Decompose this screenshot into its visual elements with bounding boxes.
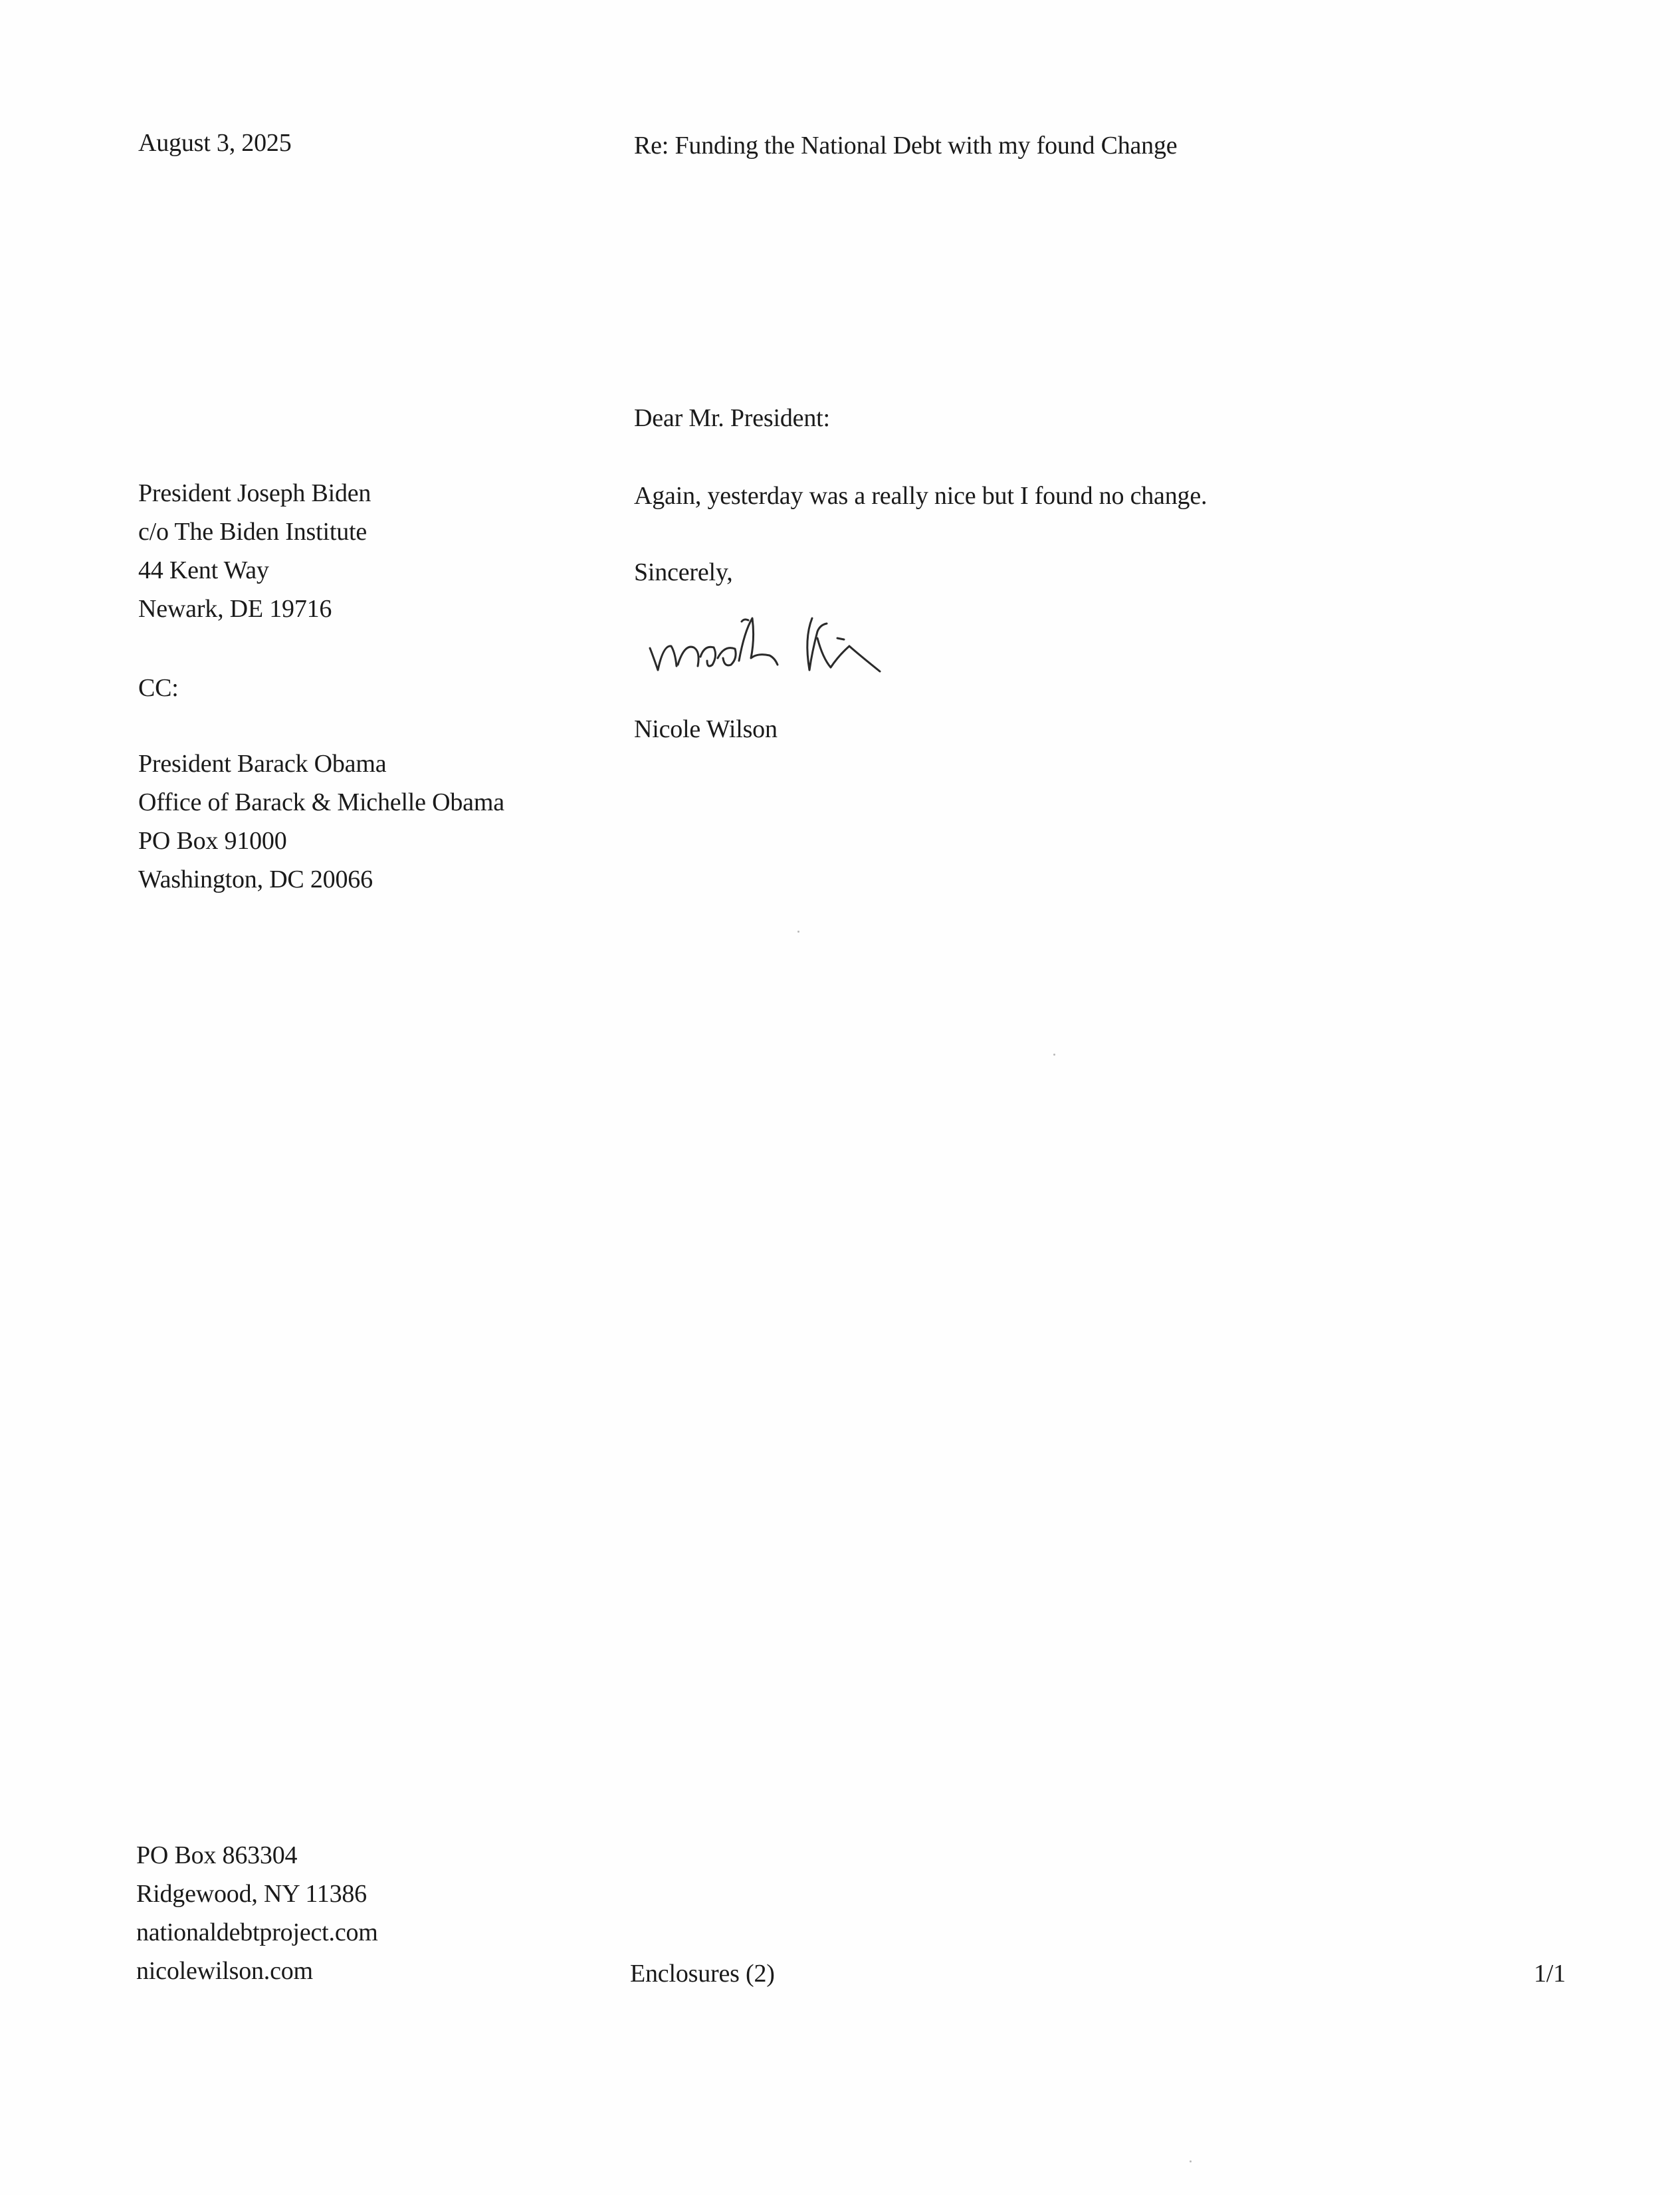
cc-recipient-line: Office of Barack & Michelle Obama [138,788,504,816]
return-address-line: Ridgewood, NY 11386 [136,1880,367,1908]
cc-recipient-line: President Barack Obama [138,750,387,778]
letter-date: August 3, 2025 [138,129,292,157]
recipient-line: Newark, DE 19716 [138,595,332,623]
cc-recipient-line: Washington, DC 20066 [138,866,373,893]
cc-label: CC: [138,674,179,702]
signer-name: Nicole Wilson [634,715,778,743]
recipient-line: 44 Kent Way [138,556,269,584]
letter-subject: Re: Funding the National Debt with my found Change [634,132,1178,160]
letter-body: Again, yesterday was a really nice but I found no change. [634,482,1208,510]
page-number: 1/1 [1534,1960,1566,1988]
recipient-address [138,474,371,628]
enclosures-note: Enclosures (2) [630,1960,775,1988]
closing: Sincerely, [634,558,733,586]
scan-speck [1190,2160,1192,2162]
cc-recipient-address [138,745,504,899]
salutation: Dear Mr. President: [634,404,830,432]
recipient-line: c/o The Biden Institute [138,518,368,546]
cc-recipient-line: PO Box 91000 [138,827,287,855]
return-address [136,1836,378,1990]
return-address-line: PO Box 863304 [136,1841,298,1869]
return-address-line: nicolewilson.com [136,1957,313,1985]
scan-speck [1053,1054,1055,1056]
handwritten-signature [638,592,957,691]
scan-speck [797,931,799,933]
recipient-line: President Joseph Biden [138,479,371,507]
return-address-line: nationaldebtproject.com [136,1918,378,1946]
